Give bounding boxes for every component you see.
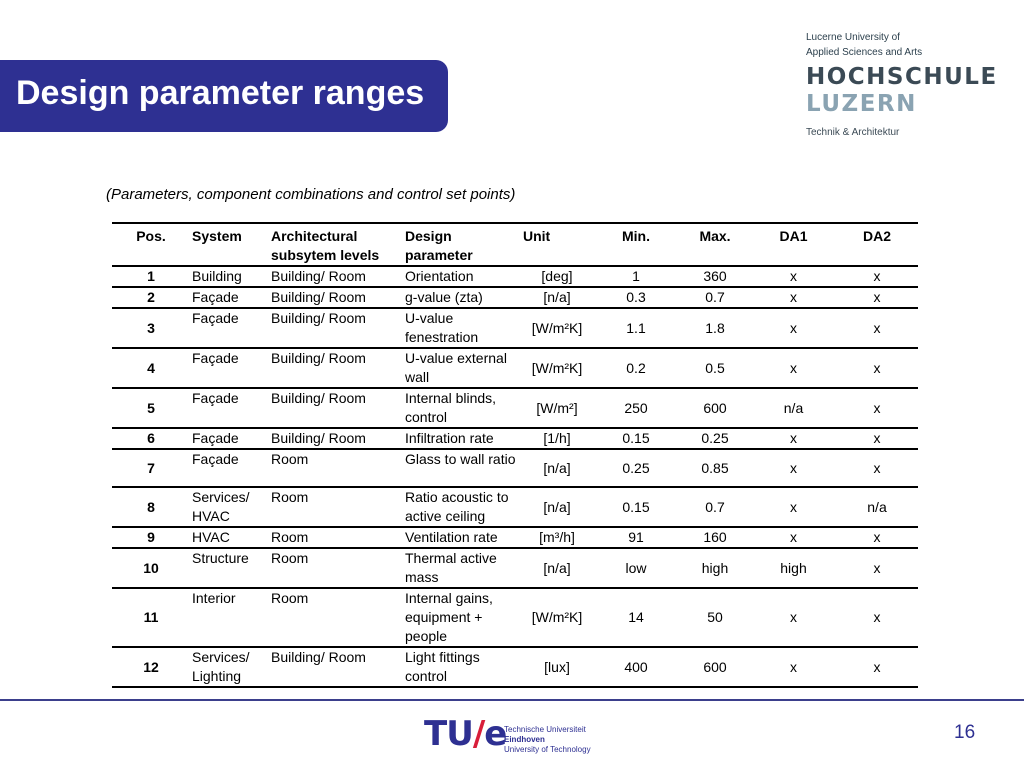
cell-parameter: Light fittings control <box>403 647 521 687</box>
tue-logo-line-2: Eindhoven <box>504 735 545 744</box>
cell-min: low <box>593 548 679 588</box>
cell-unit: [1/h] <box>521 428 593 449</box>
cell-levels: Room <box>269 548 403 588</box>
cell-da2: x <box>836 266 918 287</box>
tue-logo-line-3: University of Technology <box>504 745 591 754</box>
hslu-department: Technik & Architektur <box>806 127 900 138</box>
cell-system: Services/ Lighting <box>190 647 269 687</box>
table-row <box>112 308 918 348</box>
cell-pos: 2 <box>112 287 190 308</box>
table-row <box>112 287 918 308</box>
col-header-min: Min. <box>593 223 679 266</box>
title-bar <box>0 60 448 132</box>
tue-logo-line-1: Technische Universiteit <box>504 725 586 734</box>
cell-levels: Building/ Room <box>269 308 403 348</box>
cell-da1: x <box>751 348 836 388</box>
col-header-pos: Pos. <box>112 223 190 266</box>
cell-da1: x <box>751 527 836 548</box>
cell-min: 0.2 <box>593 348 679 388</box>
cell-min: 1 <box>593 266 679 287</box>
cell-unit: [deg] <box>521 266 593 287</box>
col-header-da2: DA2 <box>836 223 918 266</box>
cell-system: Façade <box>190 388 269 428</box>
cell-parameter: Ventilation rate <box>403 527 521 548</box>
cell-parameter: Orientation <box>403 266 521 287</box>
cell-da1: x <box>751 308 836 348</box>
col-header-levels: Architectural subsytem levels <box>269 223 403 266</box>
cell-max: 0.25 <box>679 428 751 449</box>
tue-logo-tu: TU <box>424 714 473 754</box>
cell-da2: n/a <box>836 487 918 527</box>
cell-levels: Room <box>269 449 403 487</box>
cell-da1: n/a <box>751 388 836 428</box>
cell-pos: 7 <box>112 449 190 487</box>
cell-pos: 5 <box>112 388 190 428</box>
cell-system: Interior <box>190 588 269 647</box>
cell-min: 14 <box>593 588 679 647</box>
cell-levels: Building/ Room <box>269 428 403 449</box>
cell-max: 600 <box>679 647 751 687</box>
cell-system: Façade <box>190 428 269 449</box>
cell-levels: Building/ Room <box>269 287 403 308</box>
cell-unit: [W/m²] <box>521 388 593 428</box>
cell-pos: 4 <box>112 348 190 388</box>
cell-max: 0.5 <box>679 348 751 388</box>
cell-unit: [n/a] <box>521 287 593 308</box>
tue-logo-text <box>504 725 591 755</box>
cell-unit: [n/a] <box>521 548 593 588</box>
cell-unit: [m³/h] <box>521 527 593 548</box>
footer-divider <box>0 699 1024 701</box>
cell-min: 0.15 <box>593 428 679 449</box>
cell-max: 600 <box>679 388 751 428</box>
cell-levels: Building/ Room <box>269 266 403 287</box>
hslu-line-2: Applied Sciences and Arts <box>806 47 923 58</box>
cell-max: 160 <box>679 527 751 548</box>
cell-levels: Building/ Room <box>269 348 403 388</box>
cell-parameter: Thermal active mass <box>403 548 521 588</box>
cell-unit: [W/m²K] <box>521 588 593 647</box>
cell-da1: x <box>751 647 836 687</box>
cell-da2: x <box>836 527 918 548</box>
cell-da1: high <box>751 548 836 588</box>
table-header-row <box>112 223 918 266</box>
col-header-parameter: Design parameter <box>403 223 521 266</box>
cell-min: 400 <box>593 647 679 687</box>
col-header-system: System <box>190 223 269 266</box>
cell-system: Façade <box>190 287 269 308</box>
cell-pos: 8 <box>112 487 190 527</box>
parameter-table <box>112 222 918 688</box>
cell-max: 1.8 <box>679 308 751 348</box>
table-row <box>112 487 918 527</box>
cell-system: Services/ HVAC <box>190 487 269 527</box>
cell-max: 0.85 <box>679 449 751 487</box>
cell-parameter: U-value external wall <box>403 348 521 388</box>
hslu-name-1: HOCHSCHULE <box>806 64 998 90</box>
table-row <box>112 388 918 428</box>
hslu-line-1: Lucerne University of <box>806 32 900 43</box>
cell-pos: 9 <box>112 527 190 548</box>
cell-unit: [W/m²K] <box>521 348 593 388</box>
cell-da2: x <box>836 428 918 449</box>
page-number: 16 <box>954 722 976 743</box>
cell-max: 360 <box>679 266 751 287</box>
cell-pos: 11 <box>112 588 190 647</box>
cell-parameter: Internal blinds, control <box>403 388 521 428</box>
cell-da1: x <box>751 287 836 308</box>
table-row <box>112 449 918 487</box>
cell-pos: 1 <box>112 266 190 287</box>
cell-system: Façade <box>190 308 269 348</box>
cell-unit: [W/m²K] <box>521 308 593 348</box>
cell-pos: 10 <box>112 548 190 588</box>
cell-da2: x <box>836 647 918 687</box>
cell-da1: x <box>751 449 836 487</box>
cell-parameter: Internal gains, equipment + people <box>403 588 521 647</box>
cell-da1: x <box>751 487 836 527</box>
hslu-name-2: LUZERN <box>806 91 917 117</box>
cell-min: 1.1 <box>593 308 679 348</box>
cell-levels: Room <box>269 487 403 527</box>
cell-system: Structure <box>190 548 269 588</box>
cell-pos: 12 <box>112 647 190 687</box>
cell-parameter: g-value (zta) <box>403 287 521 308</box>
cell-parameter: U-value fenestration <box>403 308 521 348</box>
cell-unit: [n/a] <box>521 449 593 487</box>
table-row <box>112 647 918 687</box>
table-row <box>112 348 918 388</box>
tue-logo-slash: / <box>472 714 485 754</box>
table-caption: (Parameters, component combinations and control set points) <box>106 186 516 203</box>
cell-da2: x <box>836 588 918 647</box>
cell-unit: [lux] <box>521 647 593 687</box>
table-row <box>112 527 918 548</box>
table-row <box>112 266 918 287</box>
cell-system: Façade <box>190 449 269 487</box>
cell-min: 0.3 <box>593 287 679 308</box>
cell-da2: x <box>836 388 918 428</box>
cell-parameter: Glass to wall ratio <box>403 449 521 487</box>
cell-system: HVAC <box>190 527 269 548</box>
cell-parameter: Infiltration rate <box>403 428 521 449</box>
cell-parameter: Ratio acoustic to active ceiling <box>403 487 521 527</box>
table-body <box>112 266 918 687</box>
cell-max: 0.7 <box>679 487 751 527</box>
table-row <box>112 428 918 449</box>
cell-da1: x <box>751 588 836 647</box>
cell-system: Building <box>190 266 269 287</box>
page-title: Design parameter ranges <box>16 74 425 112</box>
cell-levels: Room <box>269 588 403 647</box>
cell-max: high <box>679 548 751 588</box>
table-row <box>112 548 918 588</box>
cell-min: 91 <box>593 527 679 548</box>
cell-pos: 3 <box>112 308 190 348</box>
col-header-unit: Unit <box>521 223 593 266</box>
cell-unit: [n/a] <box>521 487 593 527</box>
cell-system: Façade <box>190 348 269 388</box>
col-header-da1: DA1 <box>751 223 836 266</box>
cell-max: 50 <box>679 588 751 647</box>
tue-logo-mark <box>424 714 506 754</box>
cell-min: 250 <box>593 388 679 428</box>
cell-da1: x <box>751 266 836 287</box>
cell-levels: Building/ Room <box>269 647 403 687</box>
cell-da2: x <box>836 348 918 388</box>
cell-min: 0.25 <box>593 449 679 487</box>
cell-pos: 6 <box>112 428 190 449</box>
cell-da2: x <box>836 308 918 348</box>
tue-logo <box>424 712 624 756</box>
hslu-logo <box>806 30 1006 138</box>
cell-min: 0.15 <box>593 487 679 527</box>
cell-da2: x <box>836 449 918 487</box>
tue-logo-e: e <box>484 714 507 754</box>
cell-da2: x <box>836 287 918 308</box>
table-row <box>112 588 918 647</box>
cell-max: 0.7 <box>679 287 751 308</box>
cell-da2: x <box>836 548 918 588</box>
cell-levels: Building/ Room <box>269 388 403 428</box>
cell-levels: Room <box>269 527 403 548</box>
cell-da1: x <box>751 428 836 449</box>
col-header-max: Max. <box>679 223 751 266</box>
